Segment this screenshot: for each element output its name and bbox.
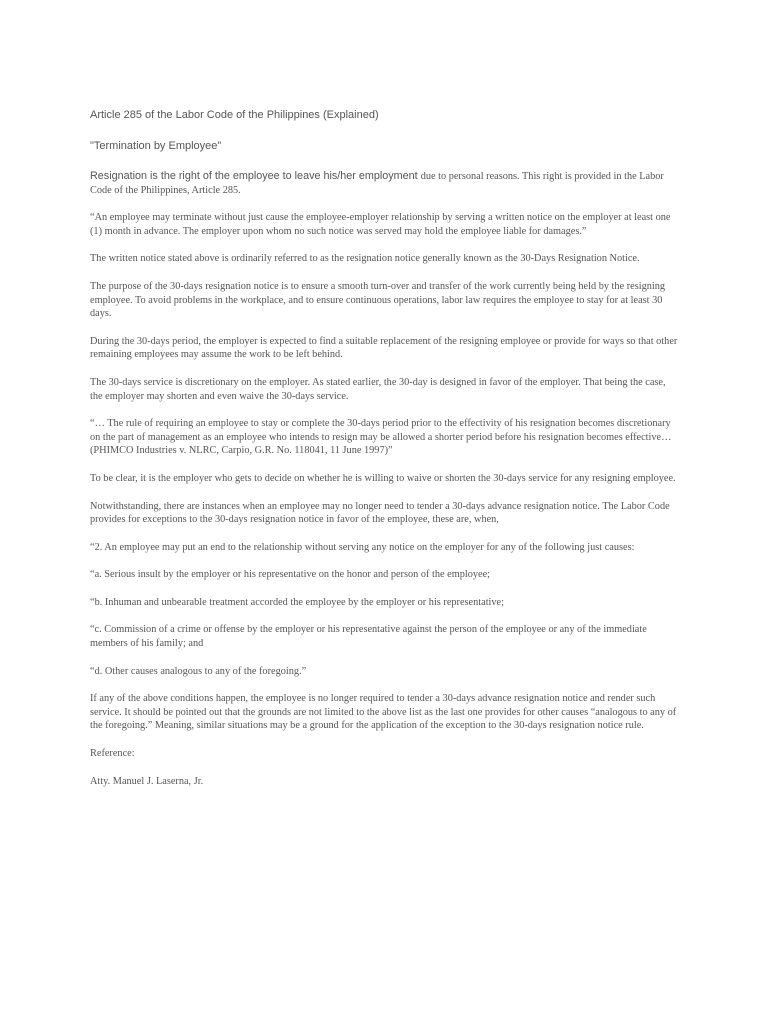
document-title: Article 285 of the Labor Code of the Philippines (Explained) xyxy=(90,109,379,121)
law-item-d: “d. Other causes analogous to any of the foregoing.” xyxy=(90,665,307,677)
intro-lead: Resignation is the right of the employee to leave his/her employment xyxy=(90,170,421,182)
author-name: Atty. Manuel J. Laserna, Jr. xyxy=(90,775,204,787)
law-item-b: “b. Inhuman and unbearable treatment accorded the employee by the employer or his representative; xyxy=(90,596,504,608)
reference-label: Reference: xyxy=(90,748,135,760)
paragraph: The purpose of the 30-days resignation notice is to ensure a smooth turn-over and transfer of the work currently being held by the resigning employee. To avoid problems in the workplace, and to ensure continuous operations, labor law requires the employee to stay for at least 30 days. xyxy=(90,280,666,320)
paragraph: If any of the above conditions happen, the employee is no longer required to tender a 30-days advance resignation notice and render such service. It should be pointed out that the grounds are not limited to the above list as the last one provides for other causes “analogous to any of the foregoing.” Meaning, similar situations may be a ground for the application of the exception to the 30-days resignation notice rule. xyxy=(90,693,677,732)
law-item-a: “a. Serious insult by the employer or his representative on the honor and person of the employee; xyxy=(90,569,491,581)
paragraph: The written notice stated above is ordinarily referred to as the resignation notice generally known as the 30-Days Resignation Notice. xyxy=(90,253,640,265)
paragraph: During the 30-days period, the employer is expected to find a suitable replacement of the resigning employee or provide for ways so that other remaining employees may assume the work to be left behind. xyxy=(90,335,678,361)
paragraph: The 30-days service is discretionary on the employer. As stated earlier, the 30-day is designed in favor of the employer. That being the case, the employer may shorten and even waive the 30-days service. xyxy=(90,376,666,402)
intro-rest: due to personal reasons. This right is provided in the Labor Code of the Philippines, Article 285. xyxy=(90,171,664,196)
law-item-c: “c. Commission of a crime or offense by the employer or his representative against the person of the employee or any of the immediate members of his family; and xyxy=(90,624,647,650)
quote-paragraph: “… The rule of requiring an employee to stay or complete the 30-days period prior to the effectivity of his resignation becomes discretionary on the part of management as an employee who intends to resign may be allowed a shorter period before his resignation becomes effective… (PHIMCO Industries v. NLRC, Carpio, G.R. No. 118041, 11 June 1997)” xyxy=(90,418,672,457)
intro-paragraph xyxy=(90,170,680,197)
law-clause: “2. An employee may put an end to the relationship without serving any notice on the employer for any of the following just causes: xyxy=(90,541,635,553)
paragraph: To be clear, it is the employer who gets to decide on whether he is willing to waive or shorten the 30-days service for any resigning employee. xyxy=(90,472,676,484)
paragraph: “An employee may terminate without just cause the employee-employer relationship by serving a written notice on the employer at least one (1) month in advance. The employer upon whom no such notice was served may hold the employee liable for damages.” xyxy=(90,212,671,237)
document-subtitle: "Termination by Employee" xyxy=(90,140,222,152)
paragraph: Notwithstanding, there are instances when an employee may no longer need to tender a 30-days advance resignation notice. The Labor Code provides for exceptions to the 30-days resignation notice in favor of the employee, these are, when, xyxy=(90,500,670,526)
